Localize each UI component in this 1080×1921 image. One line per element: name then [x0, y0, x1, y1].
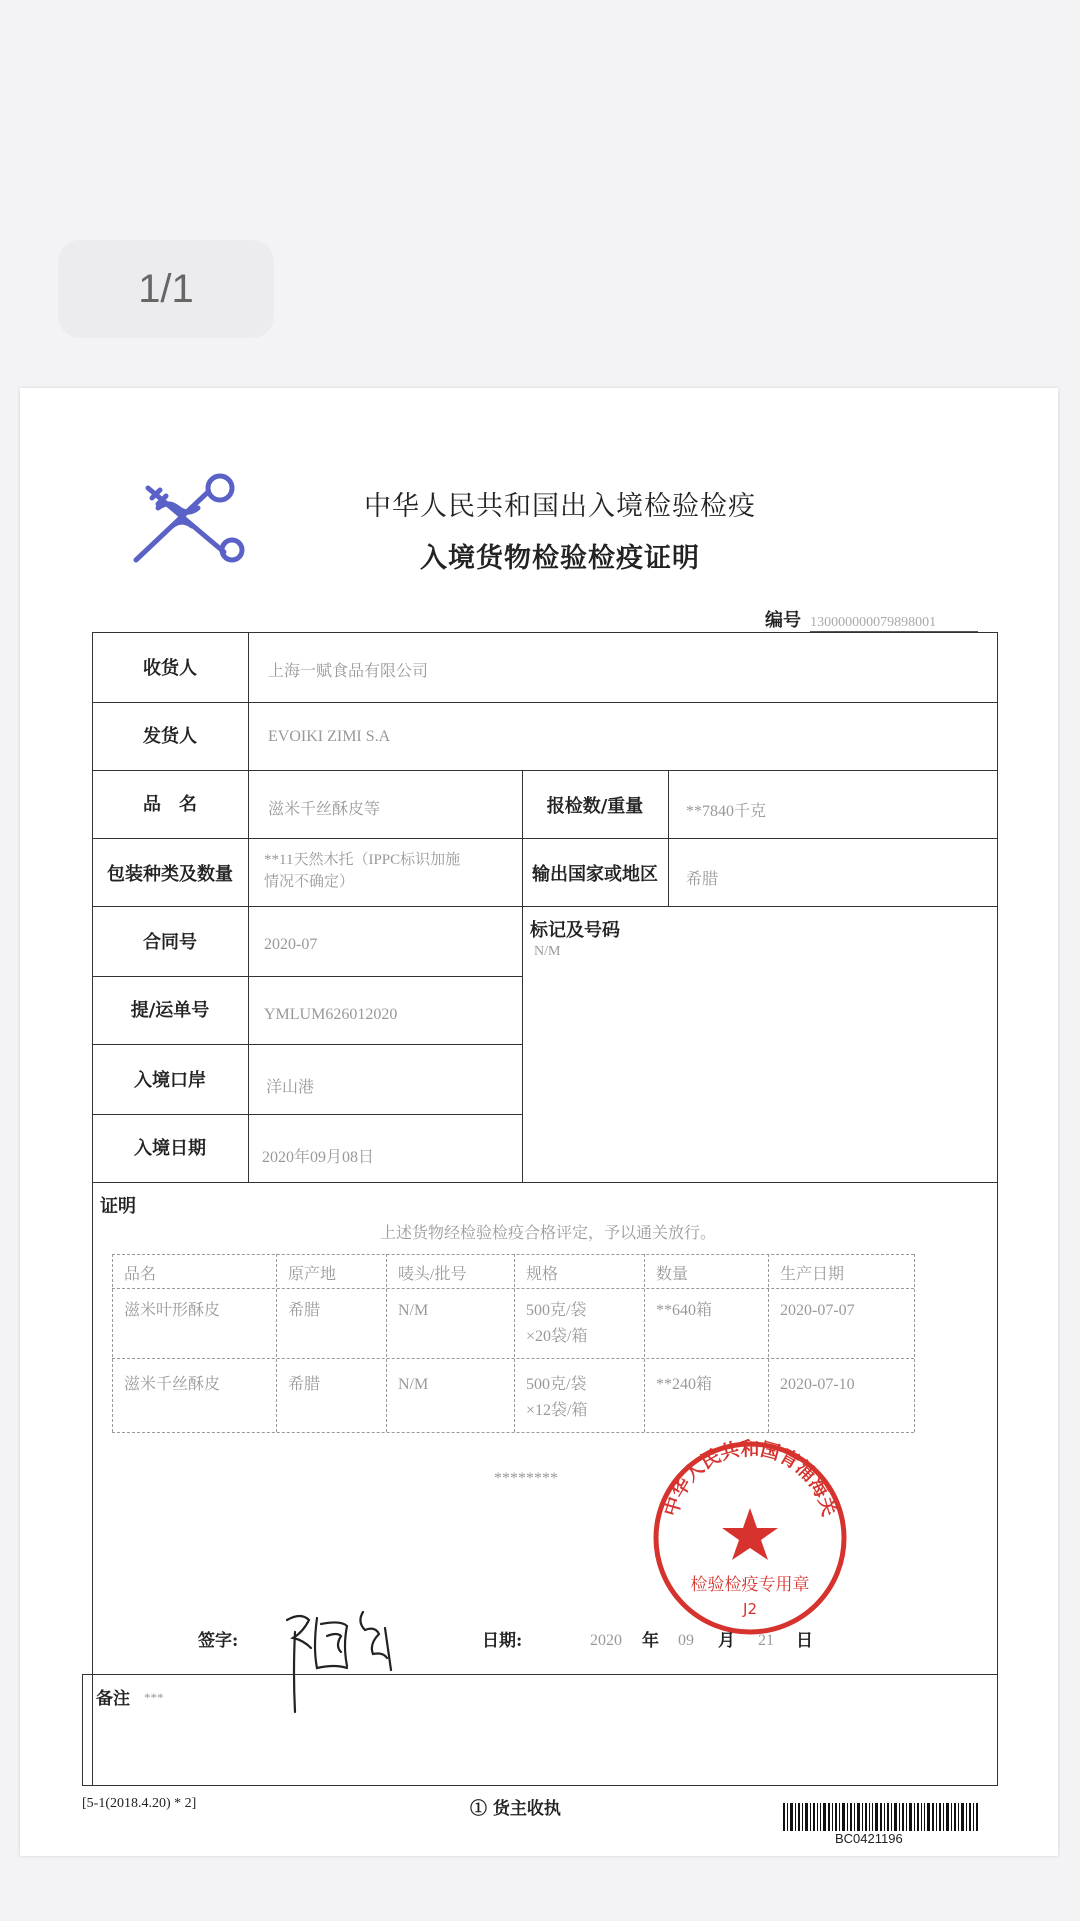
sign-month-unit: 月 — [718, 1631, 735, 1651]
table-row-1-origin: 希腊 — [288, 1302, 321, 1319]
table-header-origin: 原产地 — [288, 1266, 337, 1283]
packing-value-line2: 情况不确定） — [264, 874, 355, 890]
remarks-box — [82, 1674, 998, 1786]
table-header-qty: 数量 — [656, 1266, 689, 1283]
table-header-date: 生产日期 — [780, 1266, 845, 1283]
form-code: [5-1(2018.4.20) * 2] — [82, 1796, 197, 1811]
cert-no-value: 130000000079898001 — [810, 615, 978, 632]
marks-value: N/M — [534, 944, 561, 959]
svg-text:中华人民共和国青浦海关 — [659, 1438, 841, 1519]
table-row-2-mark: N/M — [398, 1376, 429, 1393]
remarks-value: *** — [144, 1690, 164, 1705]
bill-of-lading-value: YMLUM626012020 — [264, 1006, 398, 1023]
table-row-1-qty: **640箱 — [656, 1302, 713, 1319]
table-row-1-name: 滋米叶形酥皮 — [124, 1302, 221, 1319]
bill-of-lading-label: 提/运单号 — [130, 1000, 210, 1021]
barcode — [783, 1803, 978, 1831]
entry-port-value: 洋山港 — [266, 1079, 315, 1096]
stamp-text-bottom: 检验检疫专用章 — [690, 1575, 810, 1595]
quantity-value: **7840千克 — [686, 803, 767, 820]
origin-country-value: 希腊 — [686, 871, 719, 888]
consignee-label: 收货人 — [143, 658, 197, 679]
cert-no-label: 编号 — [765, 610, 801, 631]
product-label: 品 名 — [143, 794, 197, 815]
proof-statement: 上述货物经检验检疫合格评定，予以通关放行。 — [380, 1225, 717, 1242]
consignor-label: 发货人 — [143, 726, 197, 747]
table-row-1-date: 2020-07-07 — [780, 1302, 855, 1319]
table-row-1-mark: N/M — [398, 1302, 429, 1319]
packing-value-line1: **11天然木托（IPPC标识加施 — [264, 852, 461, 868]
table-end-mark: ******** — [494, 1470, 558, 1487]
proof-label: 证明 — [100, 1196, 136, 1217]
copy-designation: ① 货主收执 — [470, 1799, 561, 1819]
official-seal-stamp — [650, 1438, 850, 1638]
table-row-1-spec2: ×20袋/箱 — [526, 1328, 588, 1345]
certificate-number — [765, 606, 978, 632]
sign-day-unit: 日 — [796, 1631, 813, 1651]
consignor-value: EVOIKI ZIMI S.A — [268, 728, 391, 745]
page-indicator[interactable]: 1/1 — [58, 240, 274, 338]
sign-year-unit: 年 — [642, 1631, 659, 1651]
sign-year-value: 2020 — [590, 1632, 622, 1649]
table-header-spec: 规格 — [526, 1266, 559, 1283]
signature-label: 签字: — [198, 1631, 239, 1651]
packing-label: 包装种类及数量 — [107, 864, 233, 885]
marks-label: 标记及号码 — [530, 920, 620, 941]
origin-country-label: 输出国家或地区 — [532, 864, 658, 885]
table-header-mark: 唛头/批号 — [398, 1266, 467, 1283]
table-row-2-spec2: ×12袋/箱 — [526, 1402, 588, 1419]
date-label: 日期: — [482, 1631, 523, 1651]
entry-date-label: 入境日期 — [134, 1138, 206, 1159]
table-row-2-qty: **240箱 — [656, 1376, 713, 1393]
table-row-1-spec1: 500克/袋 — [526, 1302, 587, 1319]
sign-day-value: 21 — [758, 1632, 774, 1649]
contract-label: 合同号 — [143, 932, 197, 953]
title-line-1: 中华人民共和国出入境检验检疫 — [364, 491, 756, 522]
consignee-value: 上海一赋食品有限公司 — [268, 663, 429, 680]
stamp-code: J2 — [743, 1600, 757, 1618]
document-page — [20, 388, 1058, 1856]
product-value: 滋米千丝酥皮等 — [268, 801, 381, 818]
entry-date-value: 2020年09月08日 — [262, 1149, 375, 1166]
entry-port-label: 入境口岸 — [134, 1070, 206, 1091]
contract-value: 2020-07 — [264, 936, 318, 953]
stamp-text-top: 中华人民共和国青浦海关 — [659, 1438, 841, 1519]
ciq-emblem-icon — [128, 468, 248, 568]
table-row-2-date: 2020-07-10 — [780, 1376, 855, 1393]
quantity-label: 报检数/重量 — [546, 796, 644, 817]
title-line-2: 入境货物检验检疫证明 — [420, 543, 700, 574]
table-row-2-spec1: 500克/袋 — [526, 1376, 587, 1393]
barcode-number: BC0421196 — [835, 1831, 903, 1846]
table-row-2-name: 滋米千丝酥皮 — [124, 1376, 221, 1393]
sign-month-value: 09 — [678, 1632, 694, 1649]
table-header-name: 品名 — [124, 1266, 157, 1283]
remarks-label: 备注 — [96, 1689, 130, 1709]
table-row-2-origin: 希腊 — [288, 1376, 321, 1393]
